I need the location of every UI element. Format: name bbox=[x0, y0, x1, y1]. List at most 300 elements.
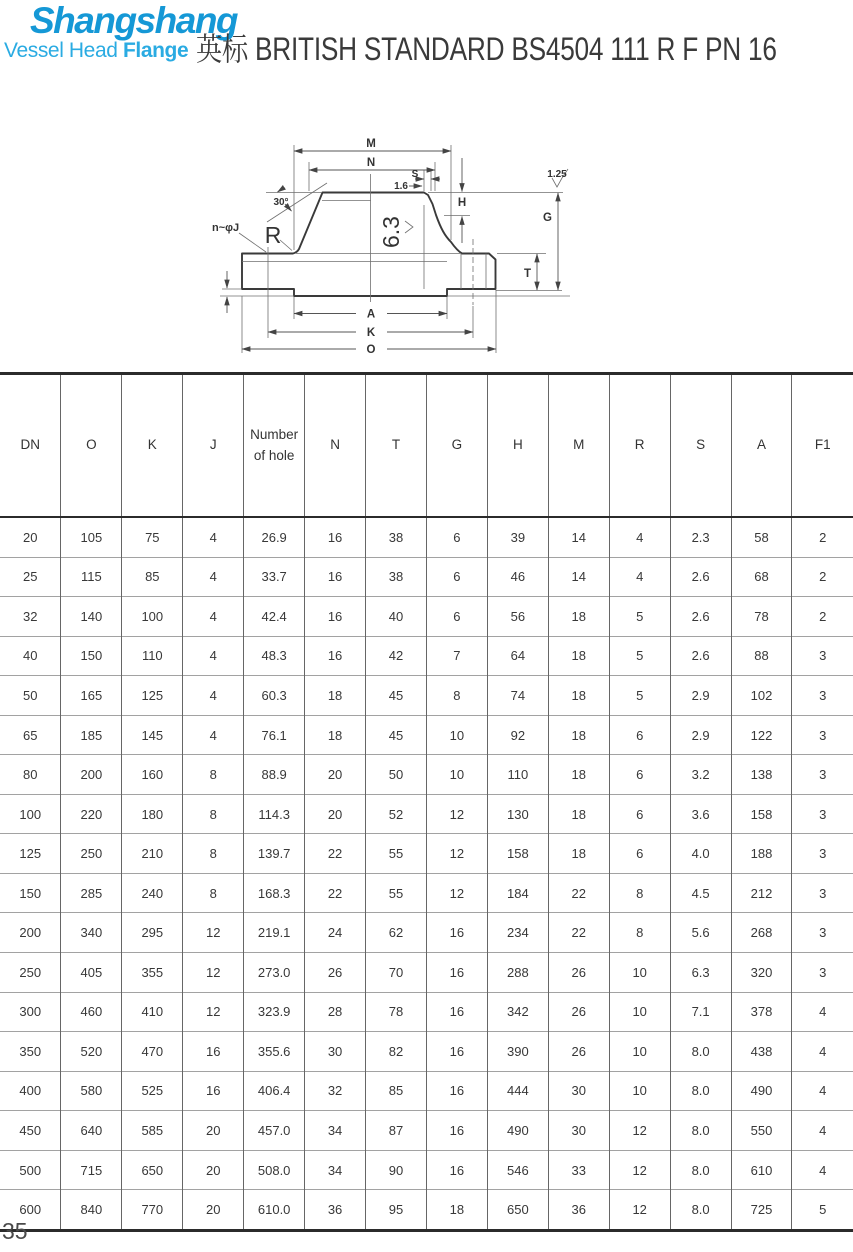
table-cell: 125 bbox=[122, 676, 183, 716]
table-cell: 139.7 bbox=[244, 834, 305, 874]
table-cell: 2 bbox=[819, 529, 827, 545]
table-row bbox=[0, 715, 853, 755]
table-cell: 2.6 bbox=[670, 557, 731, 597]
table-cell: 65 bbox=[0, 715, 61, 755]
table-cell: 55 bbox=[366, 834, 427, 874]
table-cell: 18 bbox=[548, 676, 609, 716]
table-row bbox=[0, 992, 853, 1032]
table-cell: 10 bbox=[609, 992, 670, 1032]
column-header: A bbox=[731, 374, 792, 518]
table-cell: 14 bbox=[548, 517, 609, 557]
table-cell: 100 bbox=[122, 597, 183, 637]
table-cell: 525 bbox=[122, 1071, 183, 1111]
table-cell: 212 bbox=[731, 873, 792, 913]
table-cell: 88.9 bbox=[244, 755, 305, 795]
table-cell: 4 bbox=[792, 1071, 853, 1111]
table-cell: 3 bbox=[792, 636, 853, 676]
table-cell: 68 bbox=[731, 557, 792, 597]
table-cell: 10 bbox=[426, 755, 487, 795]
table-cell: 16 bbox=[426, 953, 487, 993]
table-cell: 4.5 bbox=[670, 873, 731, 913]
table-cell: 70 bbox=[366, 953, 427, 993]
table-row bbox=[0, 636, 853, 676]
table-cell: 26 bbox=[548, 992, 609, 1032]
table-cell: 610 bbox=[731, 1150, 792, 1190]
table-cell: 4 bbox=[792, 1111, 853, 1151]
table-cell: 12 bbox=[183, 992, 244, 1032]
table-cell: 378 bbox=[731, 992, 792, 1032]
table-cell: 438 bbox=[731, 1032, 792, 1072]
table-cell: 64 bbox=[487, 636, 548, 676]
table-cell: 18 bbox=[548, 597, 609, 637]
table-cell: 220 bbox=[61, 794, 122, 834]
table-cell: 285 bbox=[61, 873, 122, 913]
table-cell: 273.0 bbox=[244, 953, 305, 993]
page-number: 35 bbox=[2, 1218, 28, 1244]
dim-label-g: G bbox=[543, 212, 552, 224]
flange-section-drawing bbox=[0, 98, 853, 373]
table-cell: 8 bbox=[183, 755, 244, 795]
table-cell: 4 bbox=[183, 557, 244, 597]
table-cell: 92 bbox=[487, 715, 548, 755]
table-cell: 50 bbox=[0, 676, 61, 716]
table-cell: 12 bbox=[183, 913, 244, 953]
table-cell: 10 bbox=[609, 1071, 670, 1111]
table-cell: 390 bbox=[487, 1032, 548, 1072]
table-cell: 2.3 bbox=[670, 517, 731, 557]
table-cell: 2 bbox=[792, 557, 853, 597]
table-cell: 18 bbox=[548, 834, 609, 874]
table-cell: 158 bbox=[487, 834, 548, 874]
table-cell: 12 bbox=[426, 794, 487, 834]
table-row bbox=[0, 1111, 853, 1151]
table-cell: 8 bbox=[426, 676, 487, 716]
roughness-symbol bbox=[405, 221, 413, 233]
table-cell: 48.3 bbox=[244, 636, 305, 676]
table-cell: 34 bbox=[305, 1111, 366, 1151]
table-cell: 10 bbox=[609, 1032, 670, 1072]
table-cell: 320 bbox=[731, 953, 792, 993]
table-cell: 24 bbox=[305, 913, 366, 953]
column-header: Number of hole bbox=[244, 374, 305, 518]
table-cell: 6 bbox=[426, 517, 487, 557]
table-cell: 40 bbox=[366, 597, 427, 637]
table-cell: 95 bbox=[366, 1190, 427, 1231]
column-header: K bbox=[122, 374, 183, 518]
table-cell: 2.9 bbox=[670, 676, 731, 716]
table-cell: 16 bbox=[426, 1150, 487, 1190]
table-cell: 22 bbox=[305, 834, 366, 874]
table-cell: 188 bbox=[731, 834, 792, 874]
table-cell: 5.6 bbox=[670, 913, 731, 953]
table-cell: 18 bbox=[305, 676, 366, 716]
table-cell: 410 bbox=[122, 992, 183, 1032]
table-cell: 122 bbox=[731, 715, 792, 755]
table-cell: 45 bbox=[366, 715, 427, 755]
table-cell: 32 bbox=[0, 597, 61, 637]
table-cell: 12 bbox=[609, 1111, 670, 1151]
table-cell: 288 bbox=[487, 953, 548, 993]
table-cell: 33 bbox=[548, 1150, 609, 1190]
table-cell: 52 bbox=[366, 794, 427, 834]
table-cell: 6 bbox=[609, 834, 670, 874]
table-cell: 88 bbox=[731, 636, 792, 676]
table-cell: 8 bbox=[609, 913, 670, 953]
table-cell: 585 bbox=[122, 1111, 183, 1151]
table-cell: 102 bbox=[731, 676, 792, 716]
table-cell: 323.9 bbox=[244, 992, 305, 1032]
table-cell: 12 bbox=[426, 834, 487, 874]
table-cell: 180 bbox=[122, 794, 183, 834]
table-cell: 18 bbox=[548, 715, 609, 755]
table-cell: 80 bbox=[0, 755, 61, 795]
table-cell: 56 bbox=[487, 597, 548, 637]
table-cell: 340 bbox=[61, 913, 122, 953]
column-header: F1 bbox=[792, 374, 853, 518]
table-cell: 115 bbox=[61, 557, 122, 597]
table-cell: 16 bbox=[305, 597, 366, 637]
table-cell: 8.0 bbox=[670, 1071, 731, 1111]
table-cell: 20 bbox=[183, 1190, 244, 1231]
table-cell: 36 bbox=[305, 1190, 366, 1231]
table-cell: 3 bbox=[792, 676, 853, 716]
table-cell: 342 bbox=[487, 992, 548, 1032]
table-cell: 6 bbox=[426, 597, 487, 637]
table-cell: 110 bbox=[487, 755, 548, 795]
table-cell: 20 bbox=[183, 1111, 244, 1151]
table-cell: 7 bbox=[426, 636, 487, 676]
table-cell: 158 bbox=[731, 794, 792, 834]
table-cell: 4 bbox=[183, 715, 244, 755]
table-cell: 185 bbox=[61, 715, 122, 755]
table-row bbox=[0, 913, 853, 953]
finish-face-label: 1.25 bbox=[547, 169, 567, 180]
holes-label: n~φJ bbox=[212, 222, 240, 234]
brand-logo bbox=[4, 0, 238, 62]
column-header: J bbox=[183, 374, 244, 518]
column-header: S bbox=[670, 374, 731, 518]
table-cell: 4 bbox=[792, 1032, 853, 1072]
table-cell: 650 bbox=[122, 1150, 183, 1190]
table-cell: 75 bbox=[122, 517, 183, 557]
table-cell: 3 bbox=[792, 834, 853, 874]
table-cell: 500 bbox=[0, 1150, 61, 1190]
table-cell: 16 bbox=[426, 1071, 487, 1111]
table-cell: 4 bbox=[609, 517, 670, 557]
table-cell: 400 bbox=[0, 1071, 61, 1111]
table-cell: 14 bbox=[548, 557, 609, 597]
table-cell: 219.1 bbox=[244, 913, 305, 953]
table-cell: 250 bbox=[0, 953, 61, 993]
table-cell: 42 bbox=[366, 636, 427, 676]
table-cell: 110 bbox=[122, 636, 183, 676]
table-cell: 76.1 bbox=[244, 715, 305, 755]
table-cell: 6 bbox=[609, 715, 670, 755]
table-cell: 2.6 bbox=[670, 636, 731, 676]
table-cell: 32 bbox=[305, 1071, 366, 1111]
table-cell: 4 bbox=[183, 597, 244, 637]
table-cell: 5 bbox=[609, 597, 670, 637]
brand-tagline: Vessel Head Flange bbox=[4, 39, 189, 62]
table-cell: 546 bbox=[487, 1150, 548, 1190]
table-cell: 165 bbox=[61, 676, 122, 716]
table-row bbox=[0, 1150, 853, 1190]
table-cell: 210 bbox=[122, 834, 183, 874]
table-cell: 16 bbox=[305, 636, 366, 676]
table-cell: 138 bbox=[731, 755, 792, 795]
dim-angle-a1 bbox=[278, 188, 285, 193]
table-cell: 33.7 bbox=[244, 557, 305, 597]
table-cell: 50 bbox=[366, 755, 427, 795]
table-cell: 4 bbox=[792, 1150, 853, 1190]
table-cell: 62 bbox=[366, 913, 427, 953]
table-cell: 405 bbox=[61, 953, 122, 993]
table-cell: 45 bbox=[366, 676, 427, 716]
table-cell: 770 bbox=[122, 1190, 183, 1231]
table-cell: 20 bbox=[305, 794, 366, 834]
table-cell: 200 bbox=[0, 913, 61, 953]
table-cell: 3 bbox=[792, 794, 853, 834]
table-cell: 8 bbox=[609, 873, 670, 913]
table-cell: 2.6 bbox=[670, 597, 731, 637]
table-cell: 36 bbox=[548, 1190, 609, 1231]
table-cell: 26 bbox=[548, 953, 609, 993]
table-cell: 39 bbox=[487, 517, 548, 557]
table-cell: 5 bbox=[609, 676, 670, 716]
table-cell: 8 bbox=[183, 873, 244, 913]
table-cell: 355 bbox=[122, 953, 183, 993]
table-cell: 58 bbox=[731, 517, 792, 557]
column-header: M bbox=[548, 374, 609, 518]
table-cell: 840 bbox=[61, 1190, 122, 1231]
page-header bbox=[0, 0, 853, 96]
table-cell: 640 bbox=[61, 1111, 122, 1151]
dim-label-t: T bbox=[523, 268, 531, 280]
dimension-table-header bbox=[0, 374, 853, 518]
table-cell: 20 bbox=[305, 755, 366, 795]
table-cell: 100 bbox=[0, 794, 61, 834]
table-cell: 250 bbox=[61, 834, 122, 874]
table-cell: 3.6 bbox=[670, 794, 731, 834]
table-cell: 22 bbox=[548, 913, 609, 953]
column-header: DN bbox=[0, 374, 61, 518]
table-cell: 30 bbox=[548, 1111, 609, 1151]
table-cell: 130 bbox=[487, 794, 548, 834]
table-row bbox=[0, 597, 853, 637]
table-cell: 40 bbox=[0, 636, 61, 676]
dim-label-s: S bbox=[411, 169, 419, 180]
table-cell: 4 bbox=[609, 557, 670, 597]
table-cell: 3 bbox=[792, 913, 853, 953]
dim-label-a: A bbox=[366, 308, 376, 321]
table-cell: 725 bbox=[731, 1190, 792, 1231]
table-cell: 150 bbox=[0, 873, 61, 913]
table-cell: 28 bbox=[305, 992, 366, 1032]
table-cell: 4 bbox=[183, 636, 244, 676]
table-cell: 7.1 bbox=[670, 992, 731, 1032]
table-cell: 18 bbox=[426, 1190, 487, 1231]
table-cell: 490 bbox=[487, 1111, 548, 1151]
table-cell: 5 bbox=[792, 1190, 853, 1231]
table-cell: 12 bbox=[426, 873, 487, 913]
table-cell: 550 bbox=[731, 1111, 792, 1151]
table-cell: 26 bbox=[305, 953, 366, 993]
table-cell: 25 bbox=[0, 557, 61, 597]
table-row bbox=[0, 1071, 853, 1111]
table-cell: 145 bbox=[122, 715, 183, 755]
table-cell: 6.3 bbox=[670, 953, 731, 993]
table-cell: 78 bbox=[366, 992, 427, 1032]
dim-label-h: H bbox=[457, 197, 467, 209]
table-cell: 2 bbox=[792, 597, 853, 637]
table-row bbox=[0, 794, 853, 834]
table-row bbox=[0, 1190, 853, 1231]
table-cell: 30 bbox=[305, 1032, 366, 1072]
table-cell: 20 bbox=[0, 517, 61, 557]
table-cell: 26.9 bbox=[244, 517, 305, 557]
dim-label-o: O bbox=[366, 344, 376, 356]
table-cell: 22 bbox=[305, 873, 366, 913]
table-cell: 8.0 bbox=[670, 1111, 731, 1151]
table-row bbox=[0, 1032, 853, 1072]
table-cell: 6 bbox=[426, 557, 487, 597]
column-header: N bbox=[305, 374, 366, 518]
table-cell: 16 bbox=[426, 1032, 487, 1072]
table-cell: 26 bbox=[548, 1032, 609, 1072]
table-cell: 74 bbox=[487, 676, 548, 716]
table-cell: 18 bbox=[548, 636, 609, 676]
table-cell: 30 bbox=[548, 1071, 609, 1111]
table-cell: 42.4 bbox=[244, 597, 305, 637]
table-cell: 8.0 bbox=[670, 1032, 731, 1072]
table-cell: 46 bbox=[487, 557, 548, 597]
table-cell: 3 bbox=[792, 873, 853, 913]
table-cell: 600 bbox=[0, 1190, 61, 1231]
table-cell: 200 bbox=[61, 755, 122, 795]
table-row bbox=[0, 517, 853, 557]
table-cell: 4.0 bbox=[670, 834, 731, 874]
table-cell: 16 bbox=[426, 992, 487, 1032]
table-cell: 150 bbox=[61, 636, 122, 676]
table-cell: 8 bbox=[183, 834, 244, 874]
table-cell: 140 bbox=[61, 597, 122, 637]
table-cell: 460 bbox=[61, 992, 122, 1032]
table-row bbox=[0, 755, 853, 795]
table-cell: 16 bbox=[305, 517, 366, 557]
table-cell: 268 bbox=[731, 913, 792, 953]
table-cell: 8.0 bbox=[670, 1150, 731, 1190]
table-cell: 10 bbox=[609, 953, 670, 993]
dim-label-n: N bbox=[366, 157, 376, 169]
table-cell: 406.4 bbox=[244, 1071, 305, 1111]
table-cell: 715 bbox=[61, 1150, 122, 1190]
table-cell: 470 bbox=[122, 1032, 183, 1072]
table-cell: 5 bbox=[609, 636, 670, 676]
table-cell: 12 bbox=[609, 1150, 670, 1190]
header-row bbox=[0, 374, 853, 518]
finish-fine-label: 1.6 bbox=[394, 181, 408, 192]
table-cell: 300 bbox=[0, 992, 61, 1032]
column-header: O bbox=[61, 374, 122, 518]
table-cell: 8.0 bbox=[670, 1190, 731, 1231]
table-row bbox=[0, 873, 853, 913]
table-cell: 12 bbox=[183, 953, 244, 993]
table-cell: 85 bbox=[122, 557, 183, 597]
table-cell: 508.0 bbox=[244, 1150, 305, 1190]
column-header: G bbox=[426, 374, 487, 518]
holes-leader bbox=[239, 233, 266, 252]
table-cell: 125 bbox=[0, 834, 61, 874]
dimension-table-body bbox=[0, 517, 853, 1230]
table-cell: 60.3 bbox=[244, 676, 305, 716]
dim-label-m: M bbox=[366, 138, 376, 150]
table-cell: 234 bbox=[487, 913, 548, 953]
table-cell: 16 bbox=[426, 913, 487, 953]
table-cell: 457.0 bbox=[244, 1111, 305, 1151]
table-row bbox=[0, 953, 853, 993]
table-cell: 580 bbox=[61, 1071, 122, 1111]
table-cell: 4 bbox=[183, 676, 244, 716]
table-row bbox=[0, 834, 853, 874]
roughness-label: 6.3 bbox=[378, 216, 404, 248]
table-cell: 85 bbox=[366, 1071, 427, 1111]
table-cell: 16 bbox=[183, 1032, 244, 1072]
table-cell: 18 bbox=[548, 755, 609, 795]
radius-label: R bbox=[264, 222, 282, 248]
table-cell: 38 bbox=[366, 557, 427, 597]
table-cell: 16 bbox=[426, 1111, 487, 1151]
angle-label: 30° bbox=[273, 197, 289, 208]
table-cell: 160 bbox=[122, 755, 183, 795]
table-cell: 78 bbox=[731, 597, 792, 637]
table-cell: 20 bbox=[183, 1150, 244, 1190]
table-cell: 355.6 bbox=[244, 1032, 305, 1072]
table-cell: 16 bbox=[183, 1071, 244, 1111]
table-row bbox=[0, 557, 853, 597]
table-cell: 4 bbox=[183, 517, 244, 557]
table-cell: 240 bbox=[122, 873, 183, 913]
column-header: T bbox=[366, 374, 427, 518]
table-cell: 10 bbox=[426, 715, 487, 755]
dim-label-k: K bbox=[366, 327, 376, 339]
table-cell: 18 bbox=[305, 715, 366, 755]
table-cell: 3 bbox=[792, 953, 853, 993]
table-cell: 6 bbox=[609, 755, 670, 795]
radius-leader bbox=[280, 240, 292, 251]
table-cell: 650 bbox=[487, 1190, 548, 1231]
table-cell: 520 bbox=[61, 1032, 122, 1072]
column-header: R bbox=[609, 374, 670, 518]
table-cell: 4 bbox=[792, 992, 853, 1032]
page-title: 英标 BRITISH STANDARD BS4504 111 R F PN 16 bbox=[196, 31, 777, 67]
table-cell: 3.2 bbox=[670, 755, 731, 795]
table-cell: 38 bbox=[366, 517, 427, 557]
table-cell: 8 bbox=[183, 794, 244, 834]
table-cell: 34 bbox=[305, 1150, 366, 1190]
table-cell: 2.9 bbox=[670, 715, 731, 755]
table-cell: 490 bbox=[731, 1071, 792, 1111]
table-cell: 22 bbox=[548, 873, 609, 913]
column-header: H bbox=[487, 374, 548, 518]
table-cell: 3 bbox=[792, 715, 853, 755]
table-cell: 184 bbox=[487, 873, 548, 913]
table-cell: 610.0 bbox=[244, 1190, 305, 1231]
table-cell: 105 bbox=[61, 517, 122, 557]
table-cell: 450 bbox=[0, 1111, 61, 1151]
table-cell: 18 bbox=[548, 794, 609, 834]
table-cell: 6 bbox=[609, 794, 670, 834]
table-cell: 90 bbox=[366, 1150, 427, 1190]
